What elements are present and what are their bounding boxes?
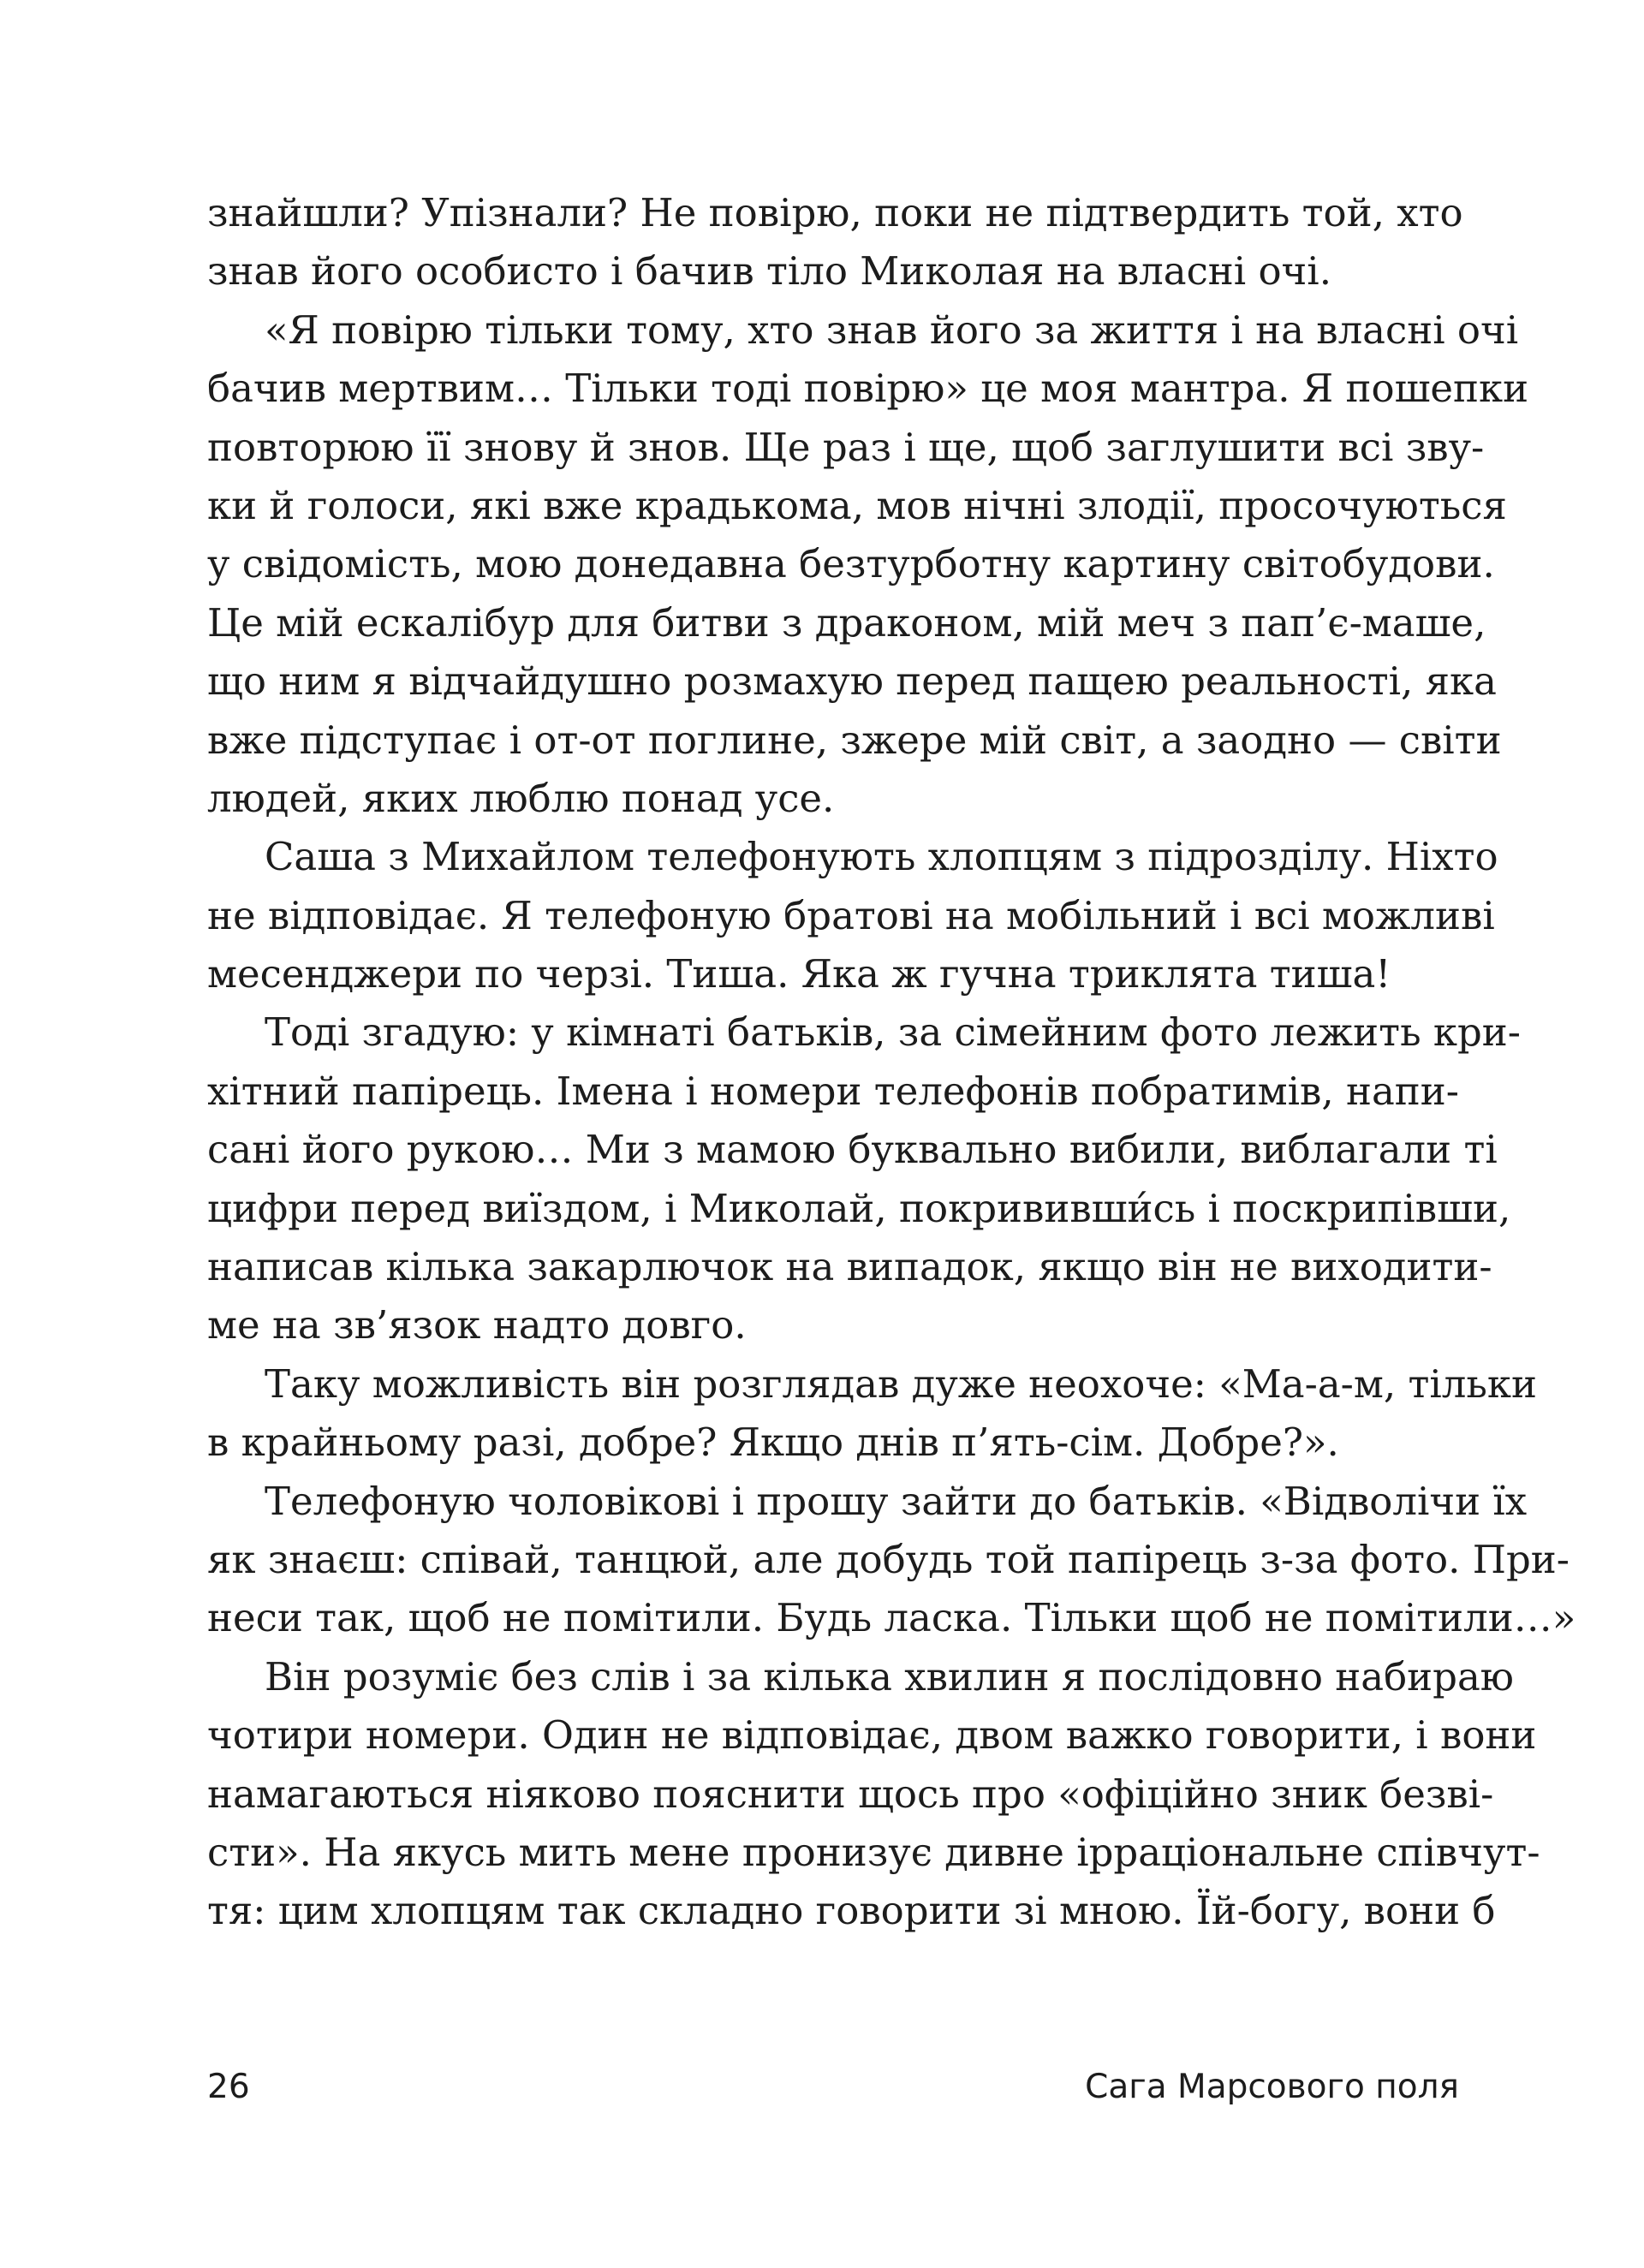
text-line: ки й голоси, які вже крадькома, мов нічні злодії, просочуються (207, 482, 1507, 528)
text-line: людей, яких люблю понад усе. (207, 775, 835, 821)
text-line: неси так, щоб не помітили. Будь ласка. Тільки щоб не помітили…» (207, 1595, 1576, 1641)
text-line: месенджери по черзі. Тиша. Яка ж гучна триклята тиша! (207, 951, 1391, 997)
text-line: як знаєш: співай, танцюй, але добудь той папірець з-за фото. При- (207, 1536, 1570, 1582)
text-line: не відповідає. Я телефоную братові на мобільний і всі можливі (207, 892, 1495, 938)
text-line: тя: цим хлопцям так складно говорити зі мною. Їй-богу, вони б (207, 1888, 1496, 1934)
text-line: «Я повірю тільки тому, хто знав його за життя і на власні очі (265, 307, 1519, 353)
text-line: знав його особисто і бачив тіло Миколая на власні очі. (207, 248, 1331, 295)
text-line: Це мій ескалібур для битви з драконом, мій меч з пап’є-маше, (207, 599, 1486, 646)
text-line: у свідомість, мою донедавна безтурботну картину світобудови. (207, 541, 1495, 587)
text-line: бачив мертвим… Тільки тоді повірю» це моя мантра. Я пошепки (207, 366, 1529, 412)
text-line: Таку можливість він розглядав дуже неохоче: «Ма-а-м, тільки (265, 1360, 1537, 1407)
text-line: ме на зв’язок надто довго. (207, 1302, 747, 1348)
text-line: сані його рукою… Ми з мамою буквально вибили, виблагали ті (207, 1127, 1498, 1173)
text-line: знайшли? Упізнали? Не повірю, поки не підтвердить той, хто (207, 190, 1463, 235)
page-footer (207, 2062, 1459, 2113)
text-line: повторюю її знову й знов. Ще раз і ще, щоб заглушити всі зву- (207, 424, 1485, 470)
text-line: що ним я відчайдушно розмахую перед пащею реальності, яка (207, 658, 1497, 705)
text-line: написав кілька закарлючок на випадок, якщо він не виходити- (207, 1244, 1492, 1290)
text-line: вже підступає і от-от поглине, зжере мій світ, а заодно — світи (207, 717, 1502, 763)
text-line: Саша з Михайлом телефонують хлопцям з підрозділу. Ніхто (265, 834, 1498, 880)
text-line: Тоді згадую: у кімнаті батьків, за сімейним фото лежить кри- (265, 1009, 1522, 1056)
text-line: намагаються ніяково пояснити щось про «офіційно зник безві- (207, 1771, 1494, 1817)
text-line: хітний папірець. Імена і номери телефонів побратимів, напи- (207, 1068, 1459, 1114)
text-line: Він розуміє без слів і за кілька хвилин я послідовно набираю (265, 1653, 1514, 1700)
page-number: 26 (207, 2068, 250, 2106)
text-line: Телефоную чоловікові і прошу зайти до батьків. «Відволічи їх (265, 1478, 1528, 1524)
text-line: чотири номери. Один не відповідає, двом важко говорити, і вони (207, 1712, 1537, 1759)
text-line: в крайньому разі, добре? Якщо днів п’ять-сім. Добре?». (207, 1420, 1339, 1466)
running-title: Сага Марсового поля (1085, 2068, 1459, 2106)
text-line: сти». На якусь мить мене пронизує дивне ірраціональне співчут- (207, 1829, 1540, 1875)
body-text (207, 184, 1576, 1941)
text-line: цифри перед виїздом, і Миколай, покрививши́сь і поскрипівши, (207, 1185, 1511, 1231)
